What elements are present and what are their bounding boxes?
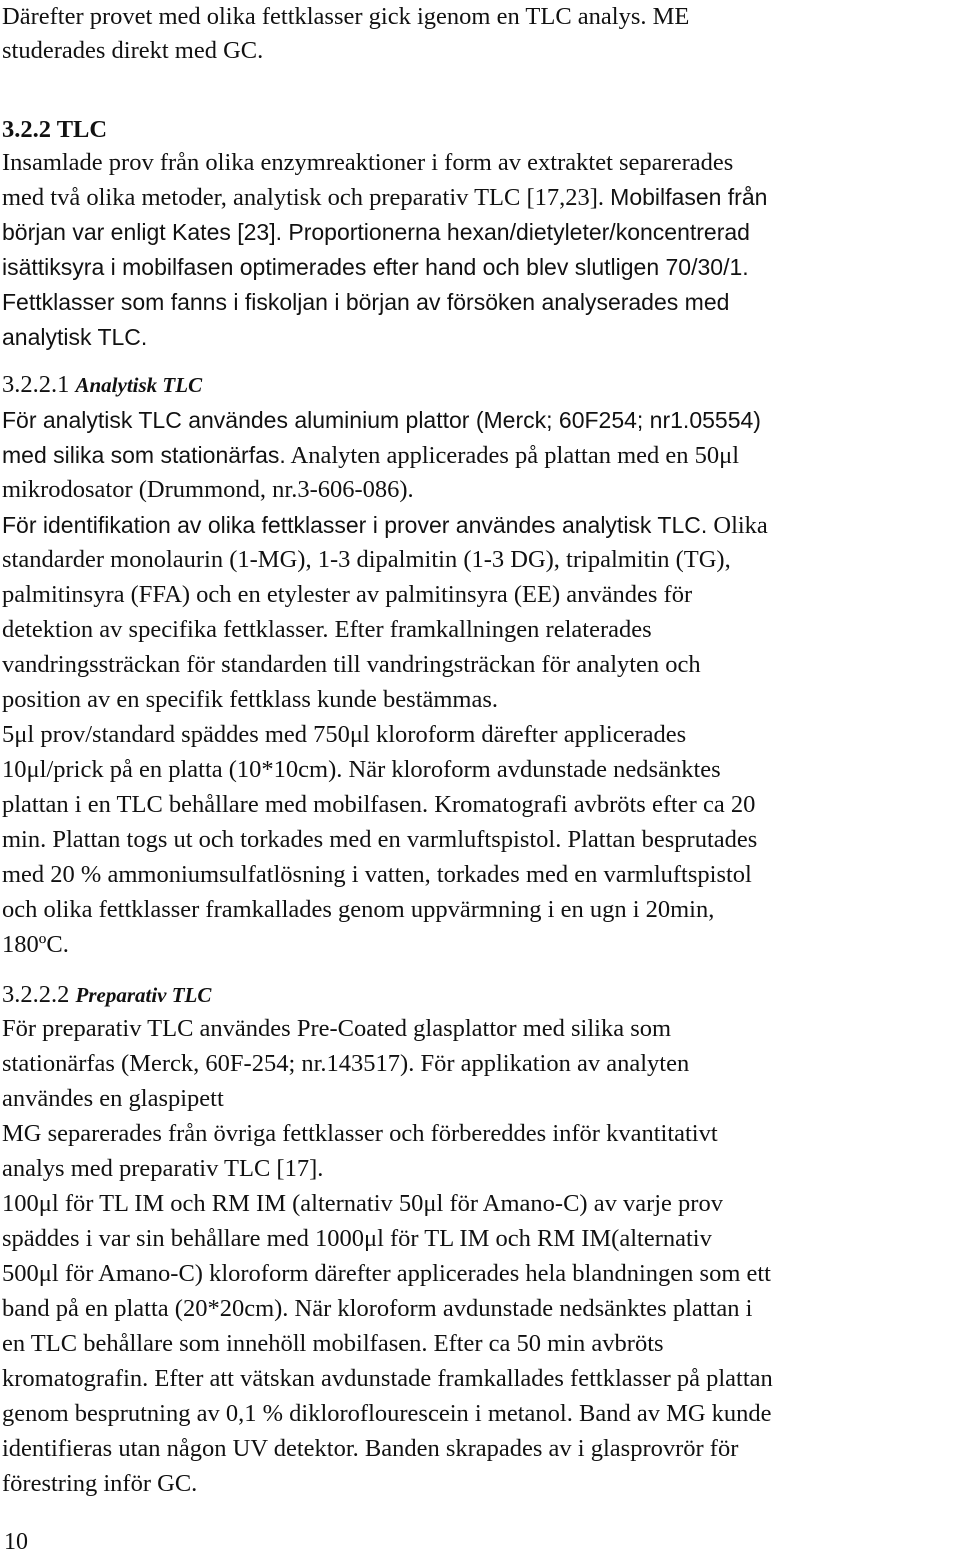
text-line: band på en platta (20*20cm). När kloroform avdunstade nedsänktes plattan i (2, 1295, 753, 1322)
section-title: Preparativ TLC (75, 983, 212, 1007)
text-line: För analytisk TLC användes aluminium plattor (Merck; 60F254; nr1.05554) (2, 407, 761, 433)
text-line: Därefter provet med olika fettklasser gick igenom en TLC analys. ME (2, 3, 690, 30)
text-line: isättiksyra i mobilfasen optimerades efter hand och blev slutligen 70/30/1. (2, 254, 749, 280)
text-line: Fettklasser som fanns i fiskoljan i början av försöken analyserades med (2, 289, 730, 315)
text-line: och olika fettklasser framkallades genom uppvärmning i en ugn i 20min, (2, 896, 715, 923)
text-line: analys med preparativ TLC [17]. (2, 1155, 324, 1182)
text-line: detektion av specifika fettklasser. Efter framkallningen relaterades (2, 616, 652, 643)
text-line: mikrodosator (Drummond, nr.3-606-086). (2, 476, 414, 503)
text-line: 180ºC. (2, 931, 69, 958)
section-title: TLC (56, 116, 108, 143)
section-title: Analytisk TLC (75, 373, 203, 397)
text-line: MG separerades från övriga fettklasser och förbereddes inför kvantitativt (2, 1120, 718, 1147)
text-line: studerades direkt med GC. (2, 37, 264, 64)
text-line: förestring inför GC. (2, 1470, 198, 1497)
text-line: palmitinsyra (FFA) och en etylester av palmitinsyra (EE) användes för (2, 581, 693, 608)
text-line: stationärfas (Merck, 60F-254; nr.143517). För applikation av analyten (2, 1050, 690, 1077)
page-number: 10 (4, 1529, 28, 1555)
text-line: användes en glaspipett (2, 1085, 224, 1112)
text-line: kromatografin. Efter att vätskan avdunstade framkallades fettklasser på plattan (2, 1365, 773, 1392)
text-line: analytisk TLC. (2, 324, 148, 350)
text-line: Insamlade prov från olika enzymreaktioner i form av extraktet separerades (2, 149, 734, 176)
text-line: späddes i var sin behållare med 1000μl för TL IM och RM IM(alternativ (2, 1225, 712, 1252)
text-line: 500μl för Amano-C) kloroform därefter applicerades hela blandningen som ett (2, 1260, 771, 1287)
text-line: identifieras utan någon UV detektor. Banden skrapades av i glasprovrör för (2, 1435, 739, 1462)
text-line: standarder monolaurin (1-MG), 1-3 dipalmitin (1-3 DG), tripalmitin (TG), (2, 546, 731, 573)
text-line: med två olika metoder, analytisk och preparativ TLC [17,23]. Mobilfasen från (2, 184, 768, 211)
section-number: 3.2.2.1 (2, 371, 70, 398)
text-line: 10μl/prick på en platta (10*10cm). När kloroform avdunstade nedsänktes (2, 756, 721, 783)
section-heading-3-2-2 (2, 113, 107, 147)
text-line: 100μl för TL IM och RM IM (alternativ 50μl för Amano-C) av varje prov (2, 1190, 723, 1217)
text-line: För preparativ TLC användes Pre-Coated glasplattor med silika som (2, 1015, 672, 1042)
text-line: med 20 % ammoniumsulfatlösning i vatten, torkades med en varmluftspistol (2, 861, 752, 888)
text-line: För identifikation av olika fettklasser i prover användes analytisk TLC. Olika (2, 512, 768, 539)
text-line: position av en specifik fettklass kunde bestämmas. (2, 686, 499, 713)
text-line: min. Plattan togs ut och torkades med en varmluftspistol. Plattan besprutades (2, 826, 758, 853)
text-line: plattan i en TLC behållare med mobilfasen. Kromatografi avbröts efter ca 20 (2, 791, 756, 818)
section-number: 3.2.2 (2, 116, 51, 143)
text-line: början var enligt Kates [23]. Proportionerna hexan/dietyleter/koncentrerad (2, 219, 750, 245)
section-number: 3.2.2.2 (2, 981, 70, 1008)
text-line: en TLC behållare som innehöll mobilfasen. Efter ca 50 min avbröts (2, 1330, 664, 1357)
text-line: vandringssträckan för standarden till vandringsträckan för analyten och (2, 651, 701, 678)
section-heading-3-2-2-2 (2, 978, 211, 1012)
section-heading-3-2-2-1 (2, 368, 202, 402)
text-line: 5μl prov/standard späddes med 750μl kloroform därefter applicerades (2, 721, 687, 748)
text-line: genom besprutning av 0,1 % dikloroflourescein i metanol. Band av MG kunde (2, 1400, 772, 1427)
text-line: med silika som stationärfas. Analyten applicerades på plattan med en 50μl (2, 442, 740, 469)
